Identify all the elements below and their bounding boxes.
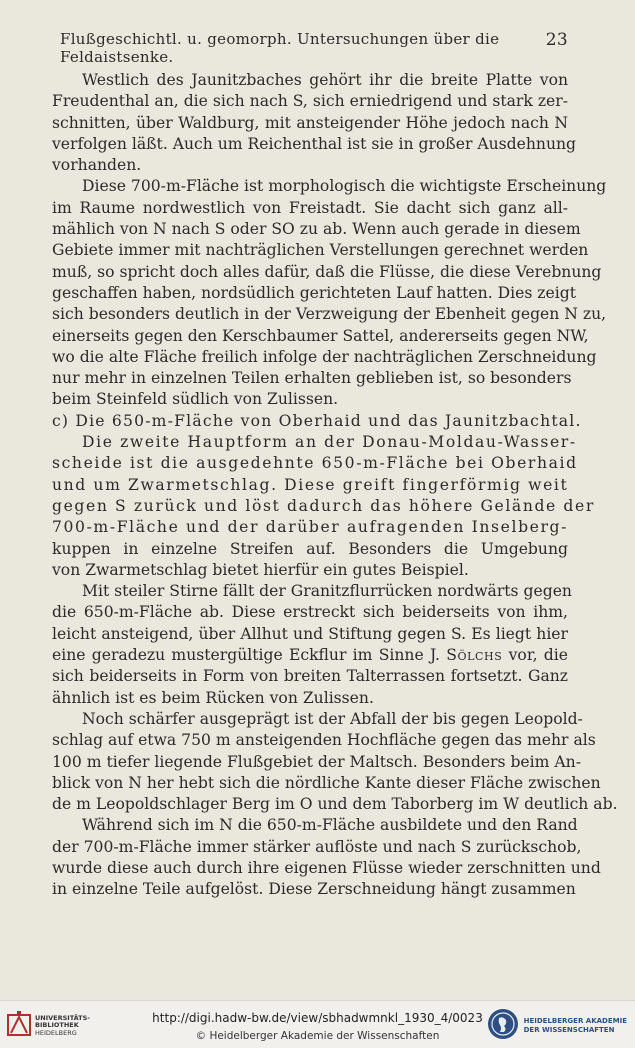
line: wo die alte Fläche freilich infolge der nachträglichen Zerschneidung: [52, 347, 597, 366]
logo-line: HEIDELBERG: [35, 1028, 77, 1037]
line: sich besonders deutlich in der Verzweigung der Ebenheit gegen N zu,: [52, 305, 607, 324]
running-title: Flußgeschichtl. u. geomorph. Untersuchungen über die Feldaistsenke.: [60, 30, 500, 66]
line: wurde diese auch durch ihre eigenen Flüsse wieder zerschnitten und: [52, 858, 601, 877]
section-heading-text: c) Die 650-m-Fläche von Oberhaid und das Jaunitzbachtal.: [52, 411, 582, 430]
line: kuppen in einzelne Streifen auf. Besonders die Umgebung: [52, 539, 568, 558]
line: Mit steiler Stirne fällt der Granitzflurrücken nordwärts gegen: [82, 582, 572, 601]
line: leicht ansteigend, über Allhut und Stiftung gegen S. Es liegt hier: [52, 624, 568, 643]
line: und um Zwarmetschlag. Diese greift fingerförmig weit: [52, 475, 569, 494]
copyright-notice: © Heidelberger Akademie der Wissenschaften: [195, 1030, 440, 1042]
line-part: vor, die: [508, 646, 568, 665]
line: Diese 700-m-Fläche ist morphologisch die wichtigste Erscheinung: [82, 177, 607, 196]
line: beim Steinfeld südlich von Zulissen.: [52, 390, 339, 409]
section-heading: [52, 411, 582, 432]
line: der 700-m-Fläche immer stärker auflöste und nach S zurückschob,: [52, 837, 582, 856]
line: ähnlich ist es beim Rücken von Zulissen.: [52, 688, 374, 707]
logo-line: BIBLIOTHEK: [35, 1021, 79, 1030]
line: 100 m tiefer liegende Flußgebiet der Maltsch. Besonders beim An-: [52, 752, 581, 771]
line: 700-m-Fläche und der darüber aufragenden Inselberg-: [52, 518, 568, 537]
logo-line: HEIDELBERGER AKADEMIE: [523, 1017, 627, 1025]
author-name: Sölchs: [446, 646, 503, 665]
line: Während sich im N die 650-m-Fläche ausbildete und den Rand: [82, 816, 578, 835]
viewer-footer: [0, 1000, 635, 1048]
line: Gebiete immer mit nachträglichen Verstellungen gerechnet werden: [52, 241, 589, 260]
line: verfolgen läßt. Auch um Reichenthal ist sie in großer Ausdehnung: [52, 134, 577, 153]
line: im Raume nordwestlich von Freistadt. Sie dacht sich ganz all-: [52, 198, 568, 217]
line: Noch schärfer ausgeprägt ist der Abfall der bis gegen Leopold-: [82, 709, 583, 728]
logo-line: UNIVERSITÄTS-: [35, 1013, 90, 1022]
line: de m Leopoldschlager Berg im O und dem Taborberg im W deutlich ab.: [52, 795, 618, 814]
paragraph-6: [52, 815, 601, 900]
running-head: [60, 30, 568, 66]
logo-line: DER WISSENSCHAFTEN: [523, 1026, 615, 1034]
paragraph-5: [52, 709, 618, 815]
line: sich beiderseits in Form von breiten Talterrassen fortsetzt. Ganz: [52, 667, 568, 686]
academy-seal-icon: [487, 1008, 519, 1044]
body-text: [52, 70, 618, 901]
line: einerseits gegen den Kerschbaumer Sattel, andererseits gegen NW,: [52, 326, 589, 345]
paragraph-3: [52, 432, 595, 581]
line: von Zwarmetschlag bietet hierfür ein gutes Beispiel.: [52, 560, 469, 579]
line-part: eine geradezu mustergültige Eckflur im Sinne J.: [52, 646, 440, 665]
line: geschaffen haben, nordsüdlich gerichteten Lauf hatten. Dies zeigt: [52, 283, 576, 302]
line: gegen S zurück und löst dadurch das höhere Gelände der: [52, 496, 595, 515]
line: Die zweite Hauptform an der Donau-Moldau-Wasser-: [82, 433, 577, 452]
paragraph-2: [52, 176, 607, 410]
academy-text: [524, 1017, 627, 1035]
page-number: 23: [545, 30, 568, 50]
academy-logo[interactable]: [487, 1008, 627, 1044]
permalink-url[interactable]: http://digi.hadw-bw.de/view/sbhadwmnkl_1930_4/0023: [152, 1011, 483, 1025]
line: die 650-m-Fläche ab. Diese erstreckt sich beiderseits von ihm,: [52, 603, 568, 622]
line: mählich von N nach S oder SO zu ab. Wenn auch gerade in diesem: [52, 220, 581, 239]
line: scheide ist die ausgedehnte 650-m-Fläche bei Oberhaid: [52, 454, 578, 473]
paragraph-1: [52, 70, 577, 176]
line: muß, so spricht doch alles dafür, daß die Flüsse, die diese Verebnung: [52, 262, 602, 281]
line: blick von N her hebt sich die nördliche Kante dieser Fläche zwischen: [52, 773, 601, 792]
line: vorhanden.: [52, 156, 142, 175]
line: [52, 645, 568, 666]
line: schlag auf etwa 750 m ansteigenden Hochfläche gegen das mehr als: [52, 731, 596, 750]
line: Westlich des Jaunitzbaches gehört ihr die breite Platte von: [82, 71, 568, 89]
line: nur mehr in einzelnen Teilen erhalten geblieben ist, so besonders: [52, 369, 572, 388]
line: in einzelne Teile aufgelöst. Diese Zerschneidung hängt zusammen: [52, 880, 576, 899]
paragraph-4: [52, 581, 572, 709]
line: Freudenthal an, die sich nach S, sich erniedrigend und stark zer-: [52, 92, 568, 111]
line: schnitten, über Waldburg, mit ansteigender Höhe jedoch nach N: [52, 113, 568, 132]
